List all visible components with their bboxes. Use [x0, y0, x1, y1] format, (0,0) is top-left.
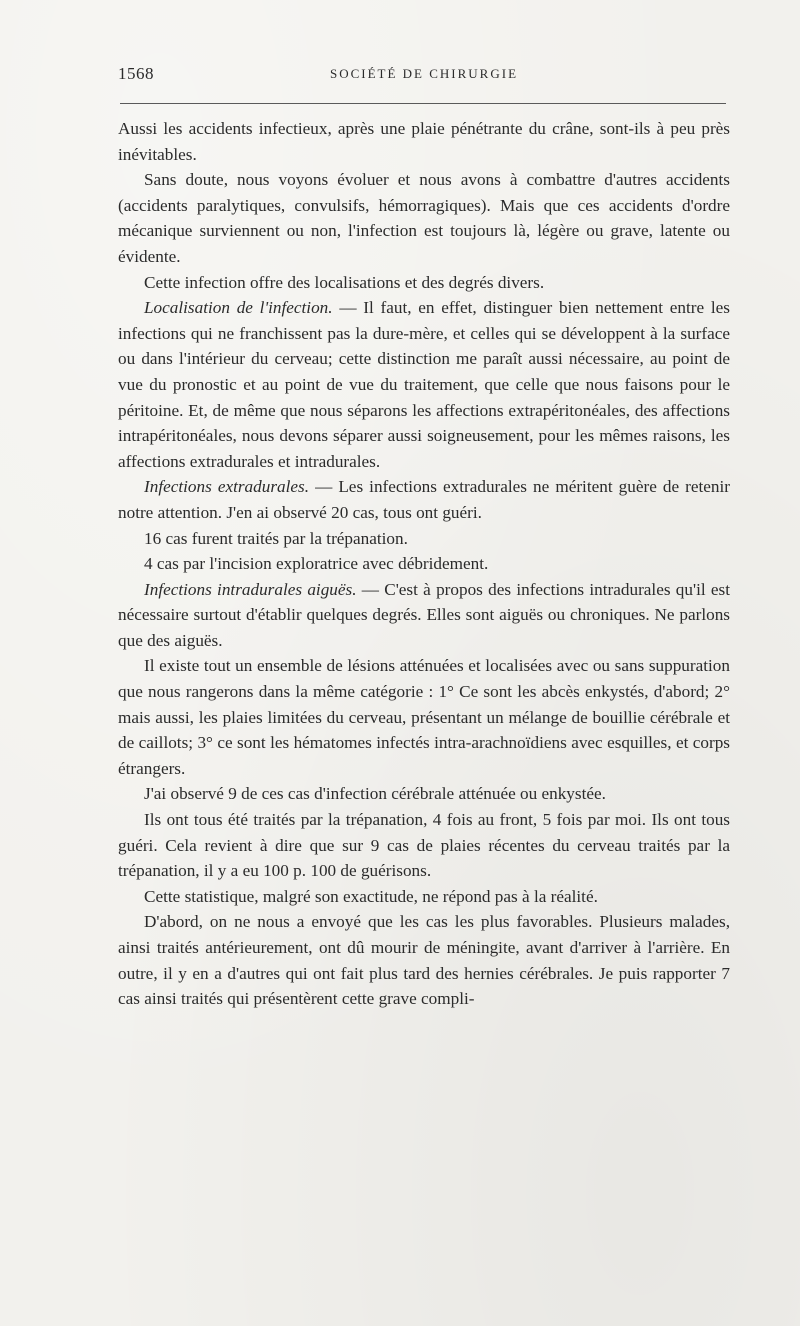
- paragraph-text: 16 cas furent traités par la trépanation.: [144, 528, 408, 548]
- paragraph-text: J'ai observé 9 de ces cas d'infection cérébrale atténuée ou enkystée.: [144, 784, 606, 804]
- paragraph: [118, 884, 730, 910]
- section-heading: Localisation de l'infection.: [144, 298, 333, 318]
- paragraph-text: Aussi les accidents infectieux, après une plaie pénétrante du crâne, sont-ils à peu près inévitables.: [118, 119, 730, 164]
- page-number: 1568: [118, 64, 154, 83]
- paragraph: [118, 551, 730, 577]
- section-heading: Infections intradurales aiguës.: [144, 579, 357, 599]
- paragraph: [118, 653, 730, 781]
- paragraph-text: Sans doute, nous voyons évoluer et nous avons à combattre d'autres accidents (accidents paralytiques, convulsifs, hémorragiques). Mais que ces accidents d'ordre mécanique surviennent ou non, l'infection est toujours là, légère ou grave, latente ou évidente.: [118, 170, 730, 266]
- paragraph: [118, 270, 730, 296]
- paragraph-text: Cette infection offre des localisations et des degrés divers.: [144, 272, 545, 292]
- page-header: [118, 64, 730, 90]
- paragraph-text: — Il faut, en effet, distinguer bien nettement entre les infections qui ne franchissent pas la dure-mère, et celles qui se développent à la surface ou dans l'intérieur du cerveau; cette distinction me paraît aussi nécessaire, au point de vue du pronostic et au point de vue du traitement, que celle que nous faisons pour le péritoine. Et, de même que nous séparons les affections extrapéritonéales, des affections intrapéritonéales, nous devons séparer aussi soigneusement, pour les mêmes raisons, les affections extradurales et intradurales.: [118, 298, 730, 471]
- paragraph: [118, 295, 730, 474]
- paragraph-text: — C'est à propos des infections intradurales qu'il est nécessaire surtout d'établir quelques degrés. Elles sont aiguës ou chroniques. Ne parlons que des aiguës.: [118, 579, 730, 650]
- paragraph: [118, 116, 730, 167]
- paragraph: [118, 577, 730, 654]
- paragraph: [118, 474, 730, 525]
- paragraph-text: Il existe tout un ensemble de lésions atténuées et localisées avec ou sans suppuration que nous rangerons dans la même catégorie : 1° Ce sont les abcès enkystés, d'abord; 2° mais aussi, les plaies limitées du cerveau, présentant un mélange de bouillie cérébrale et de caillots; 3° ce sont les hématomes infectés intra-arachnoïdiens avec esquilles, et corps étrangers.: [118, 656, 730, 778]
- paragraph: [118, 909, 730, 1011]
- header-rule: [120, 103, 726, 104]
- paragraph: [118, 167, 730, 269]
- paragraph-text: D'abord, on ne nous a envoyé que les cas les plus favorables. Plusieurs malades, ainsi traités antérieurement, ont dû mourir de méningite, avant d'arriver à l'arrière. En outre, il y en a d'autres qui ont fait plus tard des hernies cérébrales. Je puis rapporter 7 cas ainsi traités qui présentèrent cette grave compli-: [118, 912, 730, 1009]
- body-text: [118, 116, 730, 1012]
- paragraph-text: — Les infections extradurales ne méritent guère de retenir notre attention. J'en ai observé 20 cas, tous ont guéri.: [118, 477, 731, 522]
- section-heading: Infections extradurales.: [144, 477, 310, 497]
- running-head: SOCIÉTÉ DE CHIRURGIE: [329, 66, 519, 81]
- paragraph-text: Ils ont tous été traités par la trépanation, 4 fois au front, 5 fois par moi. Ils ont tous guéri. Cela revient à dire que sur 9 cas de plaies récentes du cerveau traités par la trépanation, il y a eu 100 p. 100 de guérisons.: [118, 810, 730, 881]
- paragraph: [118, 807, 730, 884]
- paragraph-text: 4 cas par l'incision exploratrice avec débridement.: [144, 554, 489, 574]
- paragraph: [118, 526, 730, 552]
- paragraph-text: Cette statistique, malgré son exactitude, ne répond pas à la réalité.: [144, 886, 598, 906]
- paragraph: [118, 781, 730, 807]
